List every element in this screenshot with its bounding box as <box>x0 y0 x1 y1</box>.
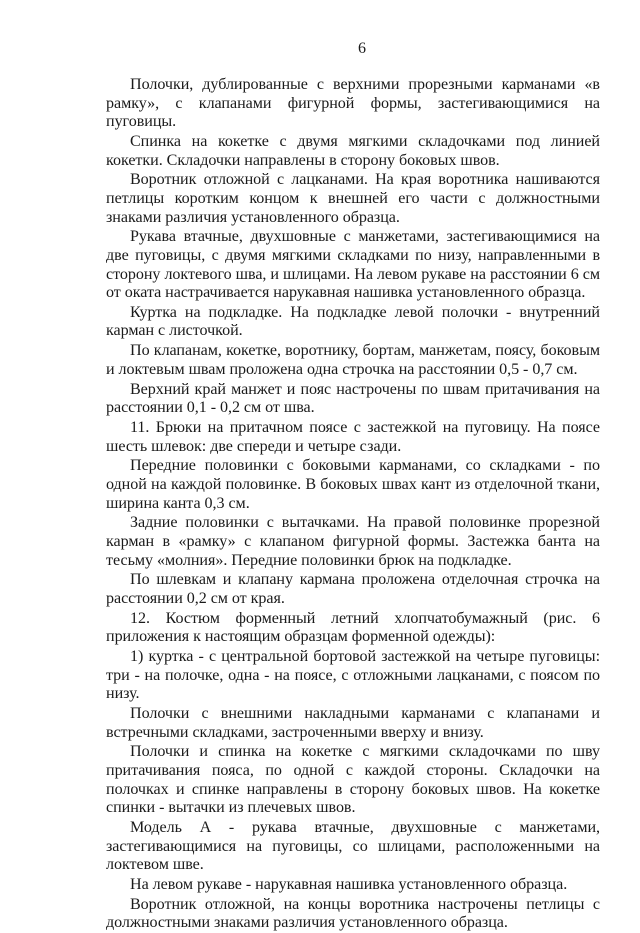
paragraph-front-panels: Полочки, дублированные с верхними прорезными карманами «в рамку», с клапанами фигурной формы, застегивающимися на пуговицы. <box>106 76 600 131</box>
paragraph-trousers: 11. Брюки на притачном поясе с застежкой на пуговицу. На поясе шесть шлевок: две спереди и четыре сзади. <box>106 419 600 455</box>
paragraph-pockets: Полочки с внешними накладными карманами с клапанами и встречными складками, застроченными вверху и внизу. <box>106 705 600 741</box>
paragraph-summer-suit: 12. Костюм форменный летний хлопчатобумажный (рис. 6 приложения к настоящим образцам форменной одежды): <box>106 609 600 646</box>
paragraph-belt-loops: По шлевкам и клапану кармана проложена отделочная строчка на расстоянии 0,2 см от края. <box>106 571 600 607</box>
paragraph-sleeves: Рукава втачные, двухшовные с манжетами, застегивающимися на две пуговицы, с двумя мягкими складками по низу, направленными в сторону локтевого шва, и шлицами. На левом рукаве на расстоянии 6 см от оката настрачивается нарукавная нашивка установленного образца. <box>106 228 600 302</box>
paragraph-front-halves: Передние половинки с боковыми карманами, со складками - по одной на каждой половинке. В боковых швах кант из отделочной ткани, ширина канта 0,3 см. <box>106 457 600 512</box>
paragraph-yoke-pleats: Полочки и спинка на кокетке с мягкими складочками по шву притачивания пояса, по одной с каждой стороны. Складочки на полочках и спинке направлены в сторону боковых швов. На кокетке спинки - вытачки из плечевых швов. <box>106 743 600 817</box>
paragraph-jacket: 1) куртка - с центральной бортовой застежкой на четыре пуговицы: три - на полочке, одна - на поясе, с отложными лацканами, с поясом по низу. <box>106 648 600 703</box>
paragraph-model-a: Модель А - рукава втачные, двухшовные с манжетами, застегивающимися на пуговицы, со шлицами, расположенными на локтевом шве. <box>106 818 600 874</box>
paragraph-summer-collar: Воротник отложной, на концы воротника настрочены петлицы с должностными знаками различия установленного образца. <box>106 895 600 932</box>
paragraph-lining: Куртка на подкладке. На подкладке левой полочки - внутренний карман с листочкой. <box>106 303 600 340</box>
paragraph-back-yoke: Спинка на кокетке с двумя мягкими складочками под линией кокетки. Складочки направлены в сторону боковых швов. <box>106 132 600 169</box>
page-number: 6 <box>358 40 366 57</box>
paragraph-cuffs-belt: Верхний край манжет и пояс настрочены по швам притачивания на расстоянии 0,1 - 0,2 см от шва. <box>106 380 600 417</box>
paragraph-stitching: По клапанам, кокетке, воротнику, бортам, манжетам, поясу, боковым и локтевым швам проложена одна строчка на расстоянии 0,5 - 0,7 см. <box>106 342 600 378</box>
paragraph-back-halves: Задние половинки с вытачками. На правой половинке прорезной карман в «рамку» с клапаном фигурной формы. Застежка банта на тесьму «молния». Передние половинки брюк на подкладке. <box>106 514 600 569</box>
paragraph-sleeve-patch: На левом рукаве - нарукавная нашивка установленного образца. <box>130 875 568 893</box>
paragraph-collar: Воротник отложной с лацканами. На края воротника нашиваются петлицы коротким концом к внешней его части с должностными знаками различия установленного образца. <box>106 171 600 226</box>
